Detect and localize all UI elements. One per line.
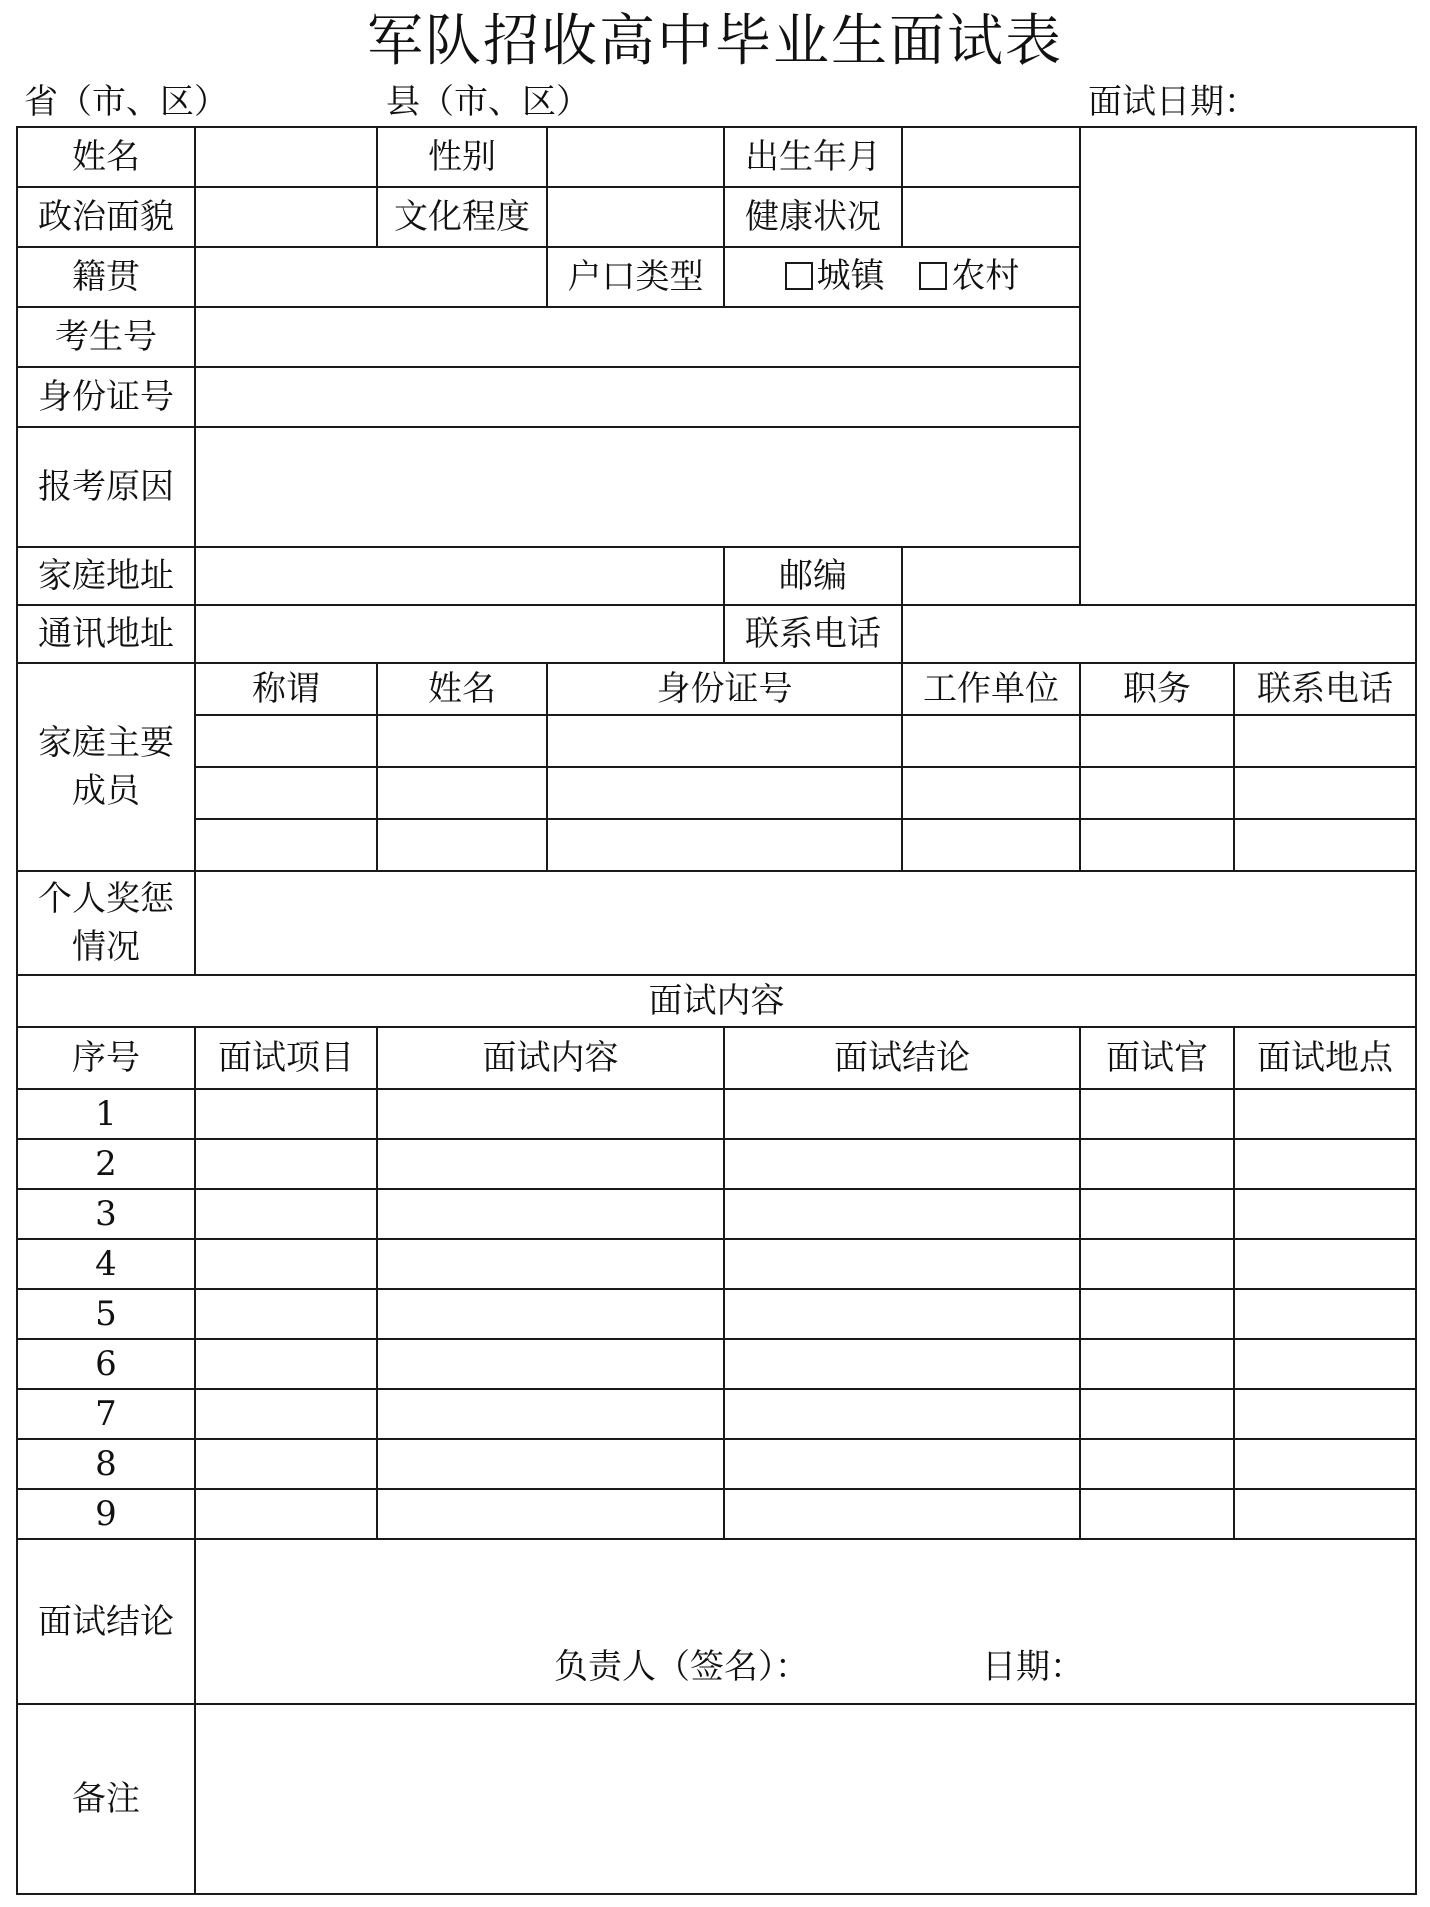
interview-cell[interactable] bbox=[195, 1339, 377, 1389]
interview-cell[interactable] bbox=[1234, 1439, 1416, 1489]
family-cell[interactable] bbox=[1080, 767, 1234, 819]
family-row bbox=[17, 819, 1416, 871]
interview-row bbox=[17, 1189, 1416, 1239]
row-number: 7 bbox=[17, 1389, 195, 1439]
interview-cell[interactable] bbox=[1234, 1339, 1416, 1389]
family-col-employer: 工作单位 bbox=[902, 663, 1080, 715]
family-col-id: 身份证号 bbox=[547, 663, 902, 715]
form-title: 军队招收高中毕业生面试表 bbox=[367, 9, 1063, 74]
checkbox-icon bbox=[785, 262, 813, 290]
family-cell[interactable] bbox=[377, 819, 547, 871]
checkbox-icon bbox=[919, 262, 947, 290]
hukou-town-label: 城镇 bbox=[816, 255, 885, 296]
interview-cell[interactable] bbox=[195, 1489, 377, 1539]
interview-cell[interactable] bbox=[724, 1289, 1080, 1339]
family-cell[interactable] bbox=[902, 715, 1080, 767]
hukou-label: 户口类型 bbox=[547, 247, 724, 307]
row-number: 9 bbox=[17, 1489, 195, 1539]
interview-cell[interactable] bbox=[195, 1139, 377, 1189]
family-cell[interactable] bbox=[377, 767, 547, 819]
interview-cell[interactable] bbox=[1080, 1189, 1234, 1239]
interview-row bbox=[17, 1289, 1416, 1339]
family-cell[interactable] bbox=[377, 715, 547, 767]
county-field: 县（市、区） bbox=[386, 82, 590, 122]
interview-row bbox=[17, 1239, 1416, 1289]
family-col-relation: 称谓 bbox=[195, 663, 377, 715]
home-address-label: 家庭地址 bbox=[17, 547, 195, 605]
interview-cell[interactable] bbox=[1234, 1289, 1416, 1339]
family-cell[interactable] bbox=[1234, 819, 1416, 871]
interview-row bbox=[17, 1489, 1416, 1539]
postcode-cell[interactable] bbox=[902, 547, 1080, 605]
interview-cell[interactable] bbox=[195, 1239, 377, 1289]
hukou-rural-label: 农村 bbox=[951, 255, 1020, 296]
interview-cell[interactable] bbox=[724, 1389, 1080, 1439]
family-cell[interactable] bbox=[1234, 767, 1416, 819]
reason-cell[interactable] bbox=[195, 427, 1080, 547]
family-col-name: 姓名 bbox=[377, 663, 547, 715]
family-col-position: 职务 bbox=[1080, 663, 1234, 715]
interview-cell[interactable] bbox=[195, 1439, 377, 1489]
interview-row bbox=[17, 1089, 1416, 1139]
rewards-label bbox=[17, 871, 195, 975]
row-number: 4 bbox=[17, 1239, 195, 1289]
photo-area bbox=[1080, 127, 1416, 605]
postcode-label: 邮编 bbox=[724, 547, 902, 605]
interview-form-table bbox=[16, 126, 1417, 1895]
interview-cell[interactable] bbox=[1234, 1239, 1416, 1289]
home-address-cell[interactable] bbox=[195, 547, 724, 605]
interview-col-result: 面试结论 bbox=[724, 1027, 1080, 1089]
interview-cell[interactable] bbox=[1080, 1089, 1234, 1139]
hukou-rural-checkbox[interactable] bbox=[919, 254, 1019, 298]
interview-row bbox=[17, 1339, 1416, 1389]
interview-cell[interactable] bbox=[1080, 1489, 1234, 1539]
rewards-cell[interactable] bbox=[195, 871, 1416, 975]
gender-label: 性别 bbox=[377, 127, 547, 187]
native-cell[interactable] bbox=[195, 247, 547, 307]
family-cell[interactable] bbox=[547, 819, 902, 871]
province-field: 省（市、区） bbox=[24, 82, 228, 122]
name-cell[interactable] bbox=[195, 127, 377, 187]
family-cell[interactable] bbox=[1080, 715, 1234, 767]
family-cell[interactable] bbox=[195, 767, 377, 819]
birth-cell[interactable] bbox=[902, 127, 1080, 187]
id-no-label: 身份证号 bbox=[17, 367, 195, 427]
interview-cell[interactable] bbox=[195, 1189, 377, 1239]
family-cell[interactable] bbox=[195, 819, 377, 871]
interview-cell[interactable] bbox=[377, 1289, 724, 1339]
row-number: 1 bbox=[17, 1089, 195, 1139]
health-label: 健康状况 bbox=[724, 187, 902, 247]
health-cell[interactable] bbox=[902, 187, 1080, 247]
conclusion-cell[interactable] bbox=[195, 1539, 1416, 1704]
mail-address-cell[interactable] bbox=[195, 605, 724, 663]
interview-cell[interactable] bbox=[724, 1189, 1080, 1239]
conclusion-date-label: 日期： bbox=[982, 1647, 1084, 1687]
interview-cell[interactable] bbox=[1234, 1189, 1416, 1239]
interview-cell[interactable] bbox=[1234, 1139, 1416, 1189]
interview-row bbox=[17, 1439, 1416, 1489]
interview-col-location: 面试地点 bbox=[1234, 1027, 1416, 1089]
phone-cell[interactable] bbox=[902, 605, 1416, 663]
mail-address-label: 通讯地址 bbox=[17, 605, 195, 663]
hukou-options bbox=[724, 247, 1080, 307]
exam-no-cell[interactable] bbox=[195, 307, 1080, 367]
remarks-cell[interactable] bbox=[195, 1704, 1416, 1894]
row-number: 6 bbox=[17, 1339, 195, 1389]
interview-cell[interactable] bbox=[1080, 1239, 1234, 1289]
exam-no-label: 考生号 bbox=[17, 307, 195, 367]
phone-label: 联系电话 bbox=[724, 605, 902, 663]
remarks-label: 备注 bbox=[17, 1704, 195, 1894]
row-number: 2 bbox=[17, 1139, 195, 1189]
id-no-cell[interactable] bbox=[195, 367, 1080, 427]
family-label-line1: 家庭主要 bbox=[38, 723, 174, 763]
interview-cell[interactable] bbox=[1234, 1089, 1416, 1139]
family-members-label bbox=[17, 663, 195, 871]
interview-cell[interactable] bbox=[724, 1439, 1080, 1489]
interview-cell[interactable] bbox=[1080, 1139, 1234, 1189]
family-row bbox=[17, 715, 1416, 767]
family-label-line2: 成员 bbox=[72, 771, 140, 811]
interview-cell[interactable] bbox=[724, 1139, 1080, 1189]
interview-cell[interactable] bbox=[1080, 1389, 1234, 1439]
interview-cell[interactable] bbox=[1234, 1389, 1416, 1439]
interview-col-seq: 序号 bbox=[17, 1027, 195, 1089]
interview-cell[interactable] bbox=[195, 1389, 377, 1439]
family-cell[interactable] bbox=[547, 767, 902, 819]
interview-row bbox=[17, 1139, 1416, 1189]
rewards-label-line1: 个人奖惩 bbox=[38, 879, 174, 919]
family-col-phone: 联系电话 bbox=[1234, 663, 1416, 715]
interview-cell[interactable] bbox=[724, 1489, 1080, 1539]
row-number: 5 bbox=[17, 1289, 195, 1339]
interview-section-title: 面试内容 bbox=[17, 975, 1416, 1027]
interview-col-content: 面试内容 bbox=[377, 1027, 724, 1089]
interview-cell[interactable] bbox=[1234, 1489, 1416, 1539]
interview-cell[interactable] bbox=[195, 1289, 377, 1339]
interview-cell[interactable] bbox=[1080, 1289, 1234, 1339]
interview-col-interviewer: 面试官 bbox=[1080, 1027, 1234, 1089]
family-cell[interactable] bbox=[902, 819, 1080, 871]
interview-cell[interactable] bbox=[377, 1189, 724, 1239]
family-cell[interactable] bbox=[902, 767, 1080, 819]
family-cell[interactable] bbox=[547, 715, 902, 767]
family-cell[interactable] bbox=[1234, 715, 1416, 767]
interview-cell[interactable] bbox=[724, 1339, 1080, 1389]
interview-cell[interactable] bbox=[1080, 1439, 1234, 1489]
interview-cell[interactable] bbox=[377, 1389, 724, 1439]
interview-cell[interactable] bbox=[377, 1239, 724, 1289]
row-number: 3 bbox=[17, 1189, 195, 1239]
gender-cell[interactable] bbox=[547, 127, 724, 187]
interview-cell[interactable] bbox=[724, 1239, 1080, 1289]
interview-cell[interactable] bbox=[377, 1439, 724, 1489]
interview-cell[interactable] bbox=[377, 1489, 724, 1539]
education-label: 文化程度 bbox=[377, 187, 547, 247]
birth-label: 出生年月 bbox=[724, 127, 902, 187]
row-number: 8 bbox=[17, 1439, 195, 1489]
interview-cell[interactable] bbox=[1080, 1339, 1234, 1389]
politics-label: 政治面貌 bbox=[17, 187, 195, 247]
name-label: 姓名 bbox=[17, 127, 195, 187]
interview-cell[interactable] bbox=[377, 1339, 724, 1389]
interview-cell[interactable] bbox=[724, 1089, 1080, 1139]
education-cell[interactable] bbox=[547, 187, 724, 247]
interview-date-field: 面试日期： bbox=[1088, 82, 1258, 122]
family-row bbox=[17, 767, 1416, 819]
hukou-town-checkbox[interactable] bbox=[785, 254, 885, 298]
interview-col-item: 面试项目 bbox=[195, 1027, 377, 1089]
native-label: 籍贯 bbox=[17, 247, 195, 307]
interview-cell[interactable] bbox=[195, 1089, 377, 1139]
reason-label: 报考原因 bbox=[17, 427, 195, 547]
family-cell[interactable] bbox=[195, 715, 377, 767]
interview-cell[interactable] bbox=[377, 1139, 724, 1189]
conclusion-label: 面试结论 bbox=[17, 1539, 195, 1704]
signer-label: 负责人（签名）： bbox=[554, 1647, 809, 1687]
politics-cell[interactable] bbox=[195, 187, 377, 247]
rewards-label-line2: 情况 bbox=[72, 927, 140, 967]
interview-row bbox=[17, 1389, 1416, 1439]
interview-cell[interactable] bbox=[377, 1089, 724, 1139]
family-cell[interactable] bbox=[1080, 819, 1234, 871]
